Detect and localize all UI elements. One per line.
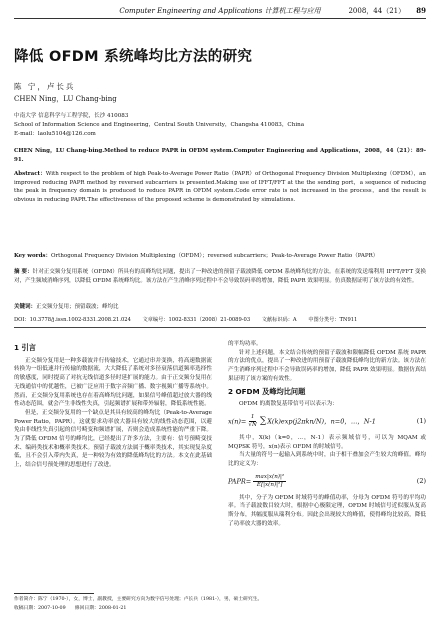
running-header	[14, 5, 426, 17]
article-number: 文章编号：1002-8331（2008）21-0089-03	[142, 317, 251, 323]
intro-paragraph-1: 正交频分复用是一种多载波并行传输技术，它通过串并变换，将高速数据流转换为一组低速并行传输的数据流，大大降低了系统对多径衰落信道频率选择性的敏感度，同时提高了对抗无线信道多径时延扩展的能力。由于正交频分复用在无线通信中的优越性，已被广泛应用于数字音频广播、数字视频广播等系统中。然而，正交频分复用系统也存在着高峰均比问题，如果信号峰值超过放大器的线性动态范围，就会产生非线性失真，引起频谱扩展和带外辐射，降低系统性能。	[14, 357, 212, 408]
clc-number: 中图分类号：TN911	[308, 317, 358, 323]
authors-chinese: 陈 宁，卢长兵	[14, 82, 76, 91]
issue-number: 2008，44（21）	[348, 7, 406, 15]
keywords-cn-text: 正交频分复用；预留载波；峰均比	[36, 304, 119, 310]
sec2-paragraph-4: 其中，分子为 OFDM 时域符号的峰值功率，分母为 OFDM 符号的平均功率。当子载波数目较大时，根据中心极限定理，OFDM 时域信号近似服从复高斯分布，其幅度服从瑞利分布。因此会出现较大的峰值，使得峰均比较高，降低了功率放大器的效率。	[228, 494, 426, 527]
abstract-cn-text: 针对正交频分复用系统（OFDM）所具有的高峰均比问题，提出了一种改进的预留子载波降低 OFDM 系统峰均比的方法。在系统的发送端利用 IFFT/FFT 变换对，产生频域消峰序列，以降低 OFDM 系统峰均比。该方法在产生消峰序列过程中不会导致误码率的增加，降低 PAPR 效果明显。仿真数据证明了该方法的有效性。	[14, 269, 426, 284]
dates-footnote	[14, 605, 212, 612]
equation-2-body	[228, 474, 288, 489]
revised-date: 修回日期：2008-01-21	[74, 606, 127, 611]
abstract-text: With respect to the problem of high Peak-to-Average Power Ratio（PAPR）of Orthogonal Frequency Division Multiplexing（OFDM），an improved reducing PAPR method by reversed subcarriers is presented.Making use of IFFT/FFT at the the sending port，a sequence of reducing the peak in frequency domain is produced to reduce PAPR in OFDM system.Code error rate is not increased in the process，and the result is obvious in reducing PAPR.The effectiveness of the proposed scheme is demonstrated by simulations.	[14, 171, 426, 204]
equation-2-denominator: E[|x(n)|²]	[256, 481, 283, 488]
section-heading-2: 2 OFDM 及峰均比问题	[228, 386, 306, 396]
doi: DOI：10.3778/j.issn.1002-8331.2008.21.024	[14, 317, 131, 323]
equation-1-denominator: √N	[248, 421, 257, 428]
equation-1-lhs: x(n)=	[228, 417, 247, 426]
document-code: 文献标识码：A	[261, 317, 297, 323]
right-paragraph-continued: 的平均功率。	[228, 341, 262, 347]
equation-1-numerator: 1	[250, 413, 255, 420]
equation-1-number: (1)	[416, 417, 426, 426]
keywords-english	[14, 252, 426, 261]
right-paragraph-2: 针对上述问题，本文结合传统的预留子载波和限幅降低 OFDM 系统 PAPR 的方法的优点，提出了一种改进的用预留子载波降低峰均比的新方法。该方法在产生消峰序列过程中不会导致误码率的增加，降低 PAPR 效果明显。数据仿真结果证明了该方案的有效性。	[228, 349, 426, 382]
equation-1-rhs: X(k)exp(j2πkn/N)，n=0，…，N-1	[267, 417, 376, 426]
equation-2	[228, 474, 426, 489]
left-column	[14, 340, 212, 470]
received-date: 收稿日期：2007-10-09	[14, 606, 66, 611]
equation-2-fraction	[253, 474, 286, 489]
keywords-cn-label: 关键词：	[14, 304, 37, 310]
sec2-paragraph-3: 当大量的符号一起输入到系统中时，由于相干叠加会产生较大的峰值。峰均比的定义为：	[228, 452, 426, 468]
equation-2-lhs: PAPR=	[228, 477, 252, 486]
authors-english: CHEN Ning，LU Chang-bing	[14, 95, 117, 103]
journal-name: Computer Engineering and Applications 计算机工程与应用	[119, 7, 321, 15]
section-heading-intro: 1 引言	[14, 343, 36, 352]
footnote-rule	[14, 593, 94, 594]
citation-line: CHEN Ning，LU Chang-bing.Method to reduce PAPR in OFDM system.Computer Engineering and Applications，2008，44（21）：89-91.	[14, 148, 426, 163]
keywords-text: Orthogonal Frequency Division Multiplexing（OFDM）；reversed subcarriers；Peak-to-Average Power Ratio（PAPR）	[51, 253, 379, 259]
abstract-label: Abstract：	[14, 171, 46, 177]
equation-1	[228, 414, 426, 429]
abstract-english	[14, 170, 426, 205]
keywords-chinese	[14, 303, 426, 312]
abstract-chinese	[14, 268, 426, 285]
keywords-label: Key words：	[14, 253, 52, 259]
abstract-cn-label: 摘 要：	[14, 269, 33, 275]
article-metadata	[14, 316, 426, 324]
intro-paragraph-2: 但是，正交频分复用的一个缺点是其具有较高的峰均比（Peak-to-Average Power Ratio，PAPR）。这就要求功率放大器具有较大的线性动态范围，以避免由非线性失真引起的信号畸变和频谱扩展，否则会造成系统性能的严重下降。为了降低 OFDM 信号的峰均比，已经提出了许多方法，主要有：信号预畸变技术、编码类技术和概率类技术。预留子载波方法属于概率类技术，其实现复杂度低，且不会引入带内失真，是一种较为有效的降低峰均比的方法。本文在此基础上，结合信号预处理的思想进行了改进。	[14, 409, 212, 469]
metadata-divider	[14, 327, 426, 328]
equation-1-body	[228, 414, 376, 429]
equation-1-fraction	[248, 414, 256, 429]
equation-2-numerator: max|x(n)|²	[255, 473, 285, 480]
right-column	[228, 340, 426, 529]
equation-2-number: (2)	[416, 476, 426, 485]
affiliation-english: School of Information Science and Engineering，Central South University，Changsha 410083，China	[14, 122, 305, 128]
paper-title: 降低 OFDM 系统峰均比方法的研究	[14, 49, 253, 65]
sec2-paragraph-1: OFDM 的离散复基带信号可以表示为：	[239, 401, 338, 408]
affiliation-chinese: 中南大学 信息科学与工程学院，长沙 410083	[14, 113, 129, 119]
author-bio-footnote: 作者简介：陈宁（1970-），女，博士，副教授，主要研究方向为数字信号处理；卢长兵（1981-），男，硕士研究生。	[14, 597, 263, 602]
author-email: E-mail：laolu5104@126.com	[14, 131, 96, 137]
summation-icon: ∑	[259, 416, 267, 427]
page-number: 89	[416, 6, 426, 15]
header-rule	[14, 18, 426, 19]
header-issue-page	[348, 5, 426, 17]
sec2-paragraph-2: 其中，X(k)（k=0，…，N-1）表示频域信号，可以为 MQAM 或 MQPSK 符号，x(n)表示 OFDM 的时域信号。	[228, 434, 426, 450]
